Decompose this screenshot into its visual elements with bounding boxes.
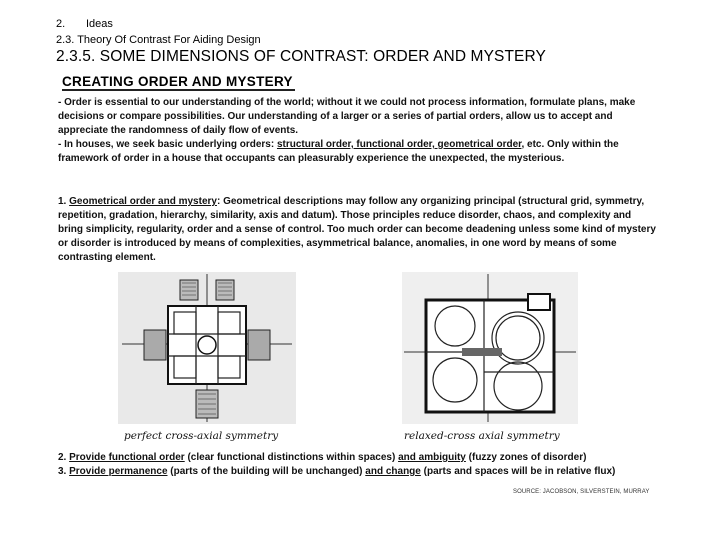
bullet-houses-orders: - In houses, we seek basic underlying orders: structural order, functional order, geometrical order, etc. Only within the framework of order in a house that occupants can pleasurably experience the unexpected, the mysterious. xyxy=(58,139,619,164)
floor-plan-perfect-symmetry xyxy=(118,272,296,424)
chapter-heading xyxy=(56,18,113,30)
item-permanence-change: 3. Provide permanence (parts of the building will be unchanged) and change (parts and spaces will be in relative flux) xyxy=(58,466,616,477)
slide-title: 2.3.5. SOME DIMENSIONS OF CONTRAST: ORDER AND MYSTERY xyxy=(56,48,546,65)
caption-perfect-symmetry: perfect cross-axial symmetry xyxy=(124,430,279,442)
floor-plan-relaxed-symmetry xyxy=(402,272,578,424)
chapter-number: 2. xyxy=(56,18,66,30)
section-heading: 2.3. Theory Of Contrast For Aiding Design xyxy=(56,34,261,46)
source-credit: SOURCE: JACOBSON, SILVERSTEIN, MURRAY xyxy=(513,489,650,495)
chapter-title: Ideas xyxy=(86,18,113,30)
item-geometrical-order: 1. Geometrical order and mystery: Geometrical descriptions may follow any organizing principal (structural grid, symmetry, repetition, gradation, hierarchy, similarity, axis and datum). Those principles reduce disorder, chaos, and complexity and bring simplicity, regularity, order and a sense of control. Too much order can become deadening unless some kind of mystery or disorder is introduced by means of complexities, asymmetrical balance, anomalies, in one word by means of some contrasting element. xyxy=(58,196,656,263)
bullet-order-essential: - Order is essential to our understanding of the world; without it we could not process information, formulate plans, make decisions or compare possibilities. Our understanding of a larger or a series of partial orders, allow us to accept and appreciate the randomness of daily flow of events. xyxy=(58,97,636,136)
caption-relaxed-symmetry: relaxed-cross axial symmetry xyxy=(404,430,560,442)
title-underline xyxy=(62,89,295,91)
item-functional-order: 2. Provide functional order (clear functional distinctions within spaces) and ambiguity (fuzzy zones of disorder) xyxy=(58,452,587,463)
scan-title: CREATING ORDER AND MYSTERY xyxy=(62,74,293,89)
